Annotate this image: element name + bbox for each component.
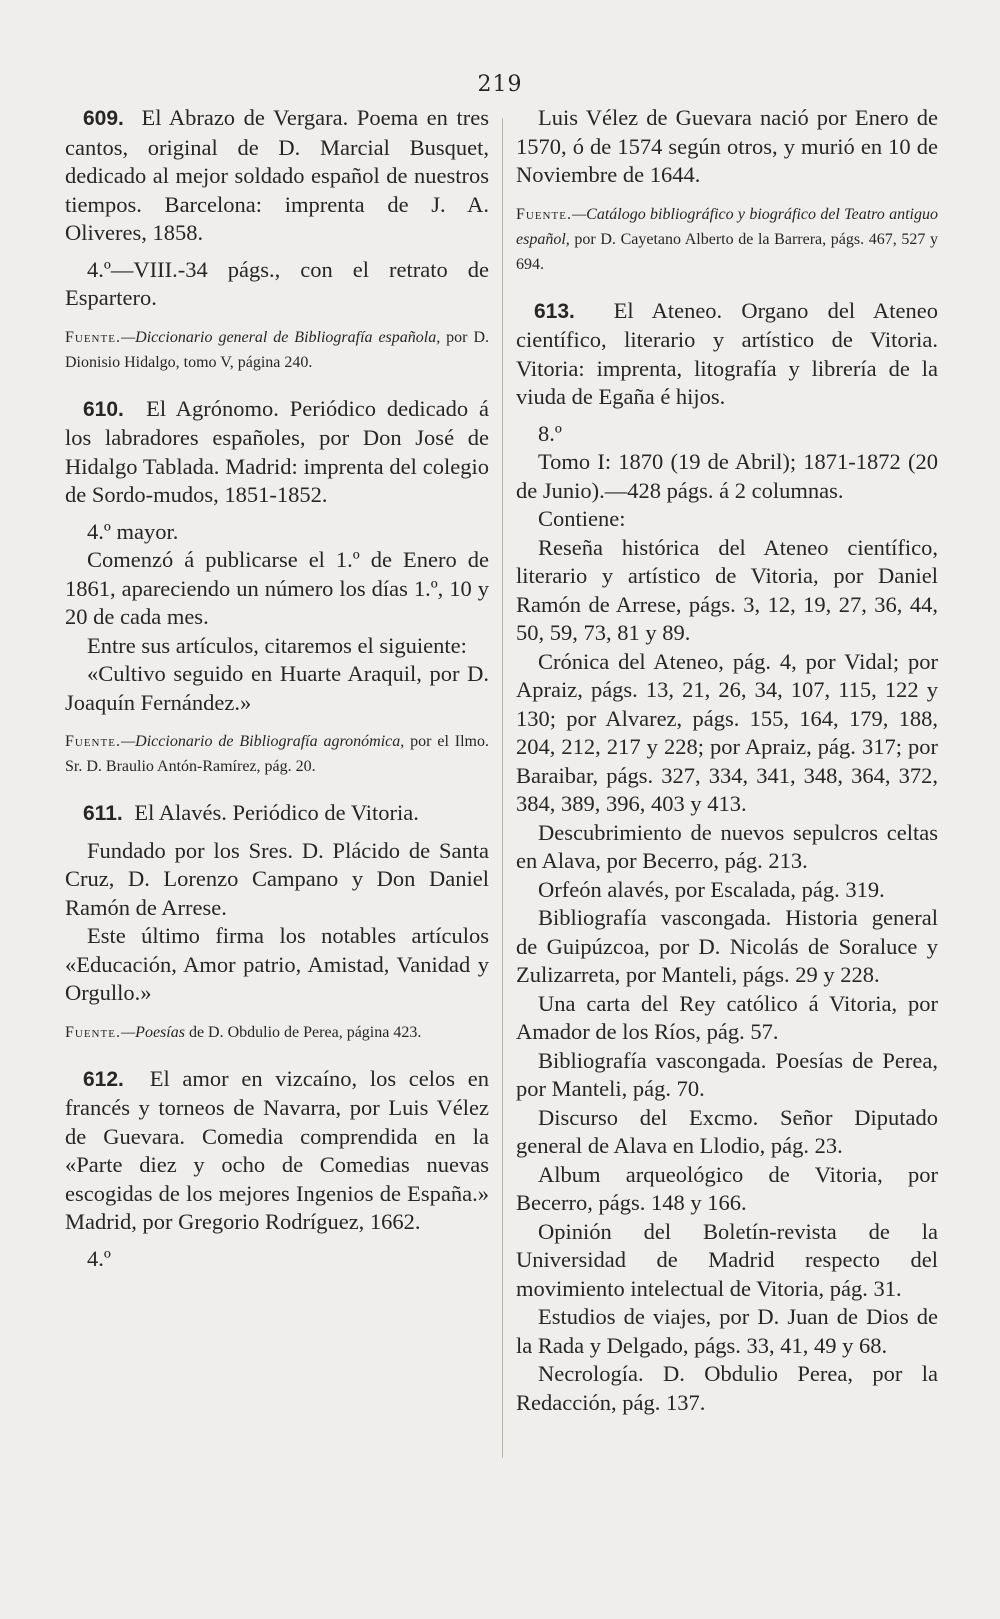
entry-title: El amor en vizcaíno, los celos en francés y torneos de Navarra, por Luis Vélez de Guevara. Comedia comprendida en la «Parte diez y ocho de Comedias nuevas escogidas de los mejores Ingenios de España.» Madrid, por Gregorio Rodríguez, 1662. [65,1065,489,1234]
source-details: de D. Obdulio de Perea, página 423. [184,1023,422,1041]
source-label: Fuente. [516,205,572,223]
list-item: Discurso del Excmo. Señor Diputado general de Alava en Llodio, pág. 23. [516,1104,938,1158]
entry-source [65,729,489,779]
list-item: Reseña histórica del Ateneo científico, literario y artístico de Vitoria, por Daniel Ramón de Arrese, págs. 3, 12, 19, 27, 36, 44, 50, 59, 73, 81 y 89. [516,534,938,645]
entry-number: 609 . [83,107,142,130]
entry-610 [65,395,489,780]
entry-title: El Alavés. Periódico de Vitoria. [134,800,419,825]
entry-heading [65,1065,489,1237]
entry-format: 4.º mayor. [87,518,179,544]
source-details: por D. Cayetano Alberto de la Barrera, págs. 467, 527 y 694. [516,230,938,273]
list-item: Necrología. D. Obdulio Perea, por la Redacción, pág. 137. [516,1361,938,1415]
source-label: Fuente. [65,328,121,346]
list-item: Bibliografía vascongada. Poesías de Perea, por Manteli, pág. 70. [516,1047,938,1101]
entry-source [65,1020,489,1045]
page-number: 219 [477,72,523,97]
entry-611 [65,799,489,1045]
entry-612 [65,1065,489,1274]
entry-format: 8.º [538,420,562,446]
source-details: por D. Dionisio Hidalgo, tomo V, página 240. [65,328,489,371]
list-item: Tomo I: 1870 (19 de Abril); 1871-1872 (20 de Junio).—428 págs. á 2 columnas. [516,449,938,503]
list-item: Bibliografía vascongada. Historia general de Guipúzcoa, por D. Nicolás de Soraluce y Zulizarreta, por Manteli, págs. 29 y 228. [516,905,938,987]
left-column [65,104,489,1293]
entry-source [516,202,938,277]
entry-613 [516,297,938,1418]
list-item: Orfeón alavés, por Escalada, pág. 319. [538,876,885,902]
source-label: Fuente. [65,1023,121,1041]
entry-heading [516,297,938,412]
entry-title: El Ateneo. Organo del Ateneo científico, literario y artístico de Vitoria. Vitoria: imprenta, litografía y librería de la viuda de Egaña é hijos. [516,297,938,409]
entry-heading [65,104,489,248]
contents-list [516,448,938,1417]
list-item: Descubrimiento de nuevos sepulcros celtas en Alava, por Becerro, pág. 213. [516,819,938,873]
list-item: Contiene: [538,506,626,531]
entry-paragraph: Este último firma los notables artículos «Educación, Amor patrio, Amistad, Vanidad y Orgullo.» [65,923,489,1005]
list-item: Crónica del Ateneo, pág. 4, por Vidal; por Apraiz, págs. 13, 21, 26, 34, 107, 115, 122 y 130; por Alvarez, págs. 155, 164, 179, 188, 204, 212, 217 y 228; por Apraiz, pág. 317; por Baraibar, págs. 327, 334, 341, 348, 364, 372, 384, 389, 396, 403 y 413. [516,648,938,816]
list-item: Estudios de viajes, por D. Juan de Dios de la Rada y Delgado, págs. 33, 41, 49 y 68. [516,1304,938,1358]
entry-612-continued [516,104,938,277]
source-title: —Diccionario general de Bibliografía española, [120,328,441,346]
entry-paragraph: «Cultivo seguido en Huarte Araquil, por D. Joaquín Fernández.» [65,661,489,715]
entry-number: 610 . [83,398,146,421]
column-divider [502,118,503,1458]
entry-heading [65,799,489,829]
entry-paragraph: Entre sus artículos, citaremos el siguiente: [87,632,467,658]
list-item: Una carta del Rey católico á Vitoria, por Amador de los Ríos, pág. 57. [516,990,938,1044]
right-column [516,104,938,1437]
list-item: Opinión del Boletín-revista de la Universidad de Madrid respecto del movimiento intelectual de Vitoria, pág. 31. [516,1218,938,1301]
entry-number: 612 . [83,1068,150,1091]
entry-title: El Abrazo de Vergara. Poema en tres cantos, original de D. Marcial Busquet, dedicado al mejor soldado español de nuestros tiempos. Barcelona: imprenta de J. A. Oliveres, 1858. [65,105,489,245]
entry-number: 611 . [83,802,134,825]
source-title: —Poesías [120,1023,185,1041]
entry-609 [65,104,489,375]
entry-paragraph: Comenzó á publicarse el 1.º de Enero de 1861, apareciendo un número los días 1.º, 10 y 20 de cada mes. [65,547,489,629]
list-item: Album arqueológico de Vitoria, por Becerro, págs. 148 y 166. [516,1161,938,1215]
source-details: por el Ilmo. Sr. D. Braulio Antón-Ramírez, pág. 20. [65,733,489,775]
source-label: Fuente. [65,733,121,750]
entry-paragraph: Luis Vélez de Guevara nació por Enero de 1570, ó de 1574 según otros, y murió en 10 de Noviembre de 1644. [516,105,938,187]
source-title: —Catálogo bibliográfico y biográfico del Teatro antiguo español, [516,205,938,248]
source-title: —Diccionario de Bibliografía agronómica, [120,733,405,750]
entry-source [65,325,489,375]
entry-title: El Agrónomo. Periódico dedicado á los labradores españoles, por Don José de Hidalgo Tablada. Madrid: imprenta del colegio de Sordo-mudos, 1851-1852. [65,395,489,507]
entry-paragraph: Fundado por los Sres. D. Plácido de Santa Cruz, D. Lorenzo Campano y Don Daniel Ramón de Arrese. [65,837,489,920]
entry-heading [65,395,489,510]
entry-format: 4.º [87,1245,111,1271]
entry-number: 613 . [534,300,614,323]
entry-format: 4.º—VIII.-34 págs., con el retrato de Espartero. [65,256,489,310]
